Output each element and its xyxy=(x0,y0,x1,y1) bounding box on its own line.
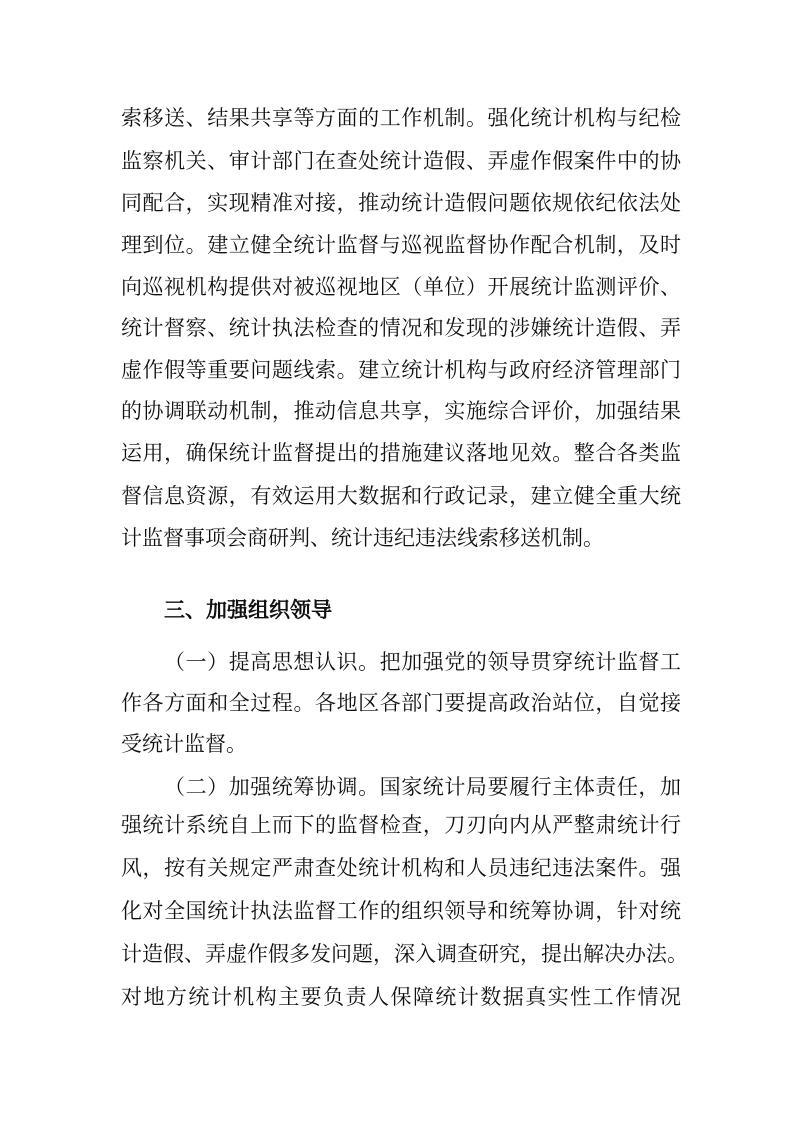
text-line: 对地方统计机构主要负责人保障统计数据真实性工作情况 xyxy=(121,985,681,1009)
text-line: 同配合，实现精准对接，推动统计造假问题依规依纪依法处 xyxy=(121,191,681,215)
text-line: 计监督事项会商研判、统计违纪违法线索移送机制。 xyxy=(121,526,604,550)
text-line: （二）加强统筹协调。国家统计局要履行主体责任，加 xyxy=(164,775,681,799)
section-heading: 三、加强组织领导 xyxy=(164,598,332,622)
text-line: （一）提高思想认识。把加强党的领导贯穿统计监督工 xyxy=(164,650,681,674)
text-line: 理到位。建立健全统计监督与巡视监督协作配合机制，及时 xyxy=(121,233,681,257)
text-line: 向巡视机构提供对被巡视地区（单位）开展统计监测评价、 xyxy=(121,275,681,299)
text-line: 的协调联动机制，推动信息共享，实施综合评价，加强结果 xyxy=(121,399,681,423)
text-line: 监察机关、审计部门在查处统计造假、弄虚作假案件中的协 xyxy=(121,149,681,173)
text-line: 索移送、结果共享等方面的工作机制。强化统计机构与纪检 xyxy=(121,106,681,130)
text-line: 虚作假等重要问题线索。建立统计机构与政府经济管理部门 xyxy=(121,358,681,382)
text-line: 督信息资源，有效运用大数据和行政记录，建立健全重大统 xyxy=(121,484,681,508)
text-line: 受统计监督。 xyxy=(121,732,247,756)
text-line: 统计督察、统计执法检查的情况和发现的涉嫌统计造假、弄 xyxy=(121,316,681,340)
text-line: 风，按有关规定严肃查处统计机构和人员违纪违法案件。强 xyxy=(121,856,681,880)
text-line: 作各方面和全过程。各地区各部门要提高政治站位，自觉接 xyxy=(121,691,681,715)
text-line: 运用，确保统计监督提出的措施建议落地见效。整合各类监 xyxy=(121,441,681,465)
text-line: 强统计系统自上而下的监督检查，刀刃向内从严整肃统计行 xyxy=(121,813,681,837)
text-line: 计造假、弄虚作假多发问题，深入调查研究，提出解决办法。 xyxy=(121,942,688,966)
text-line: 化对全国统计执法监督工作的组织领导和统筹协调，针对统 xyxy=(121,899,681,923)
